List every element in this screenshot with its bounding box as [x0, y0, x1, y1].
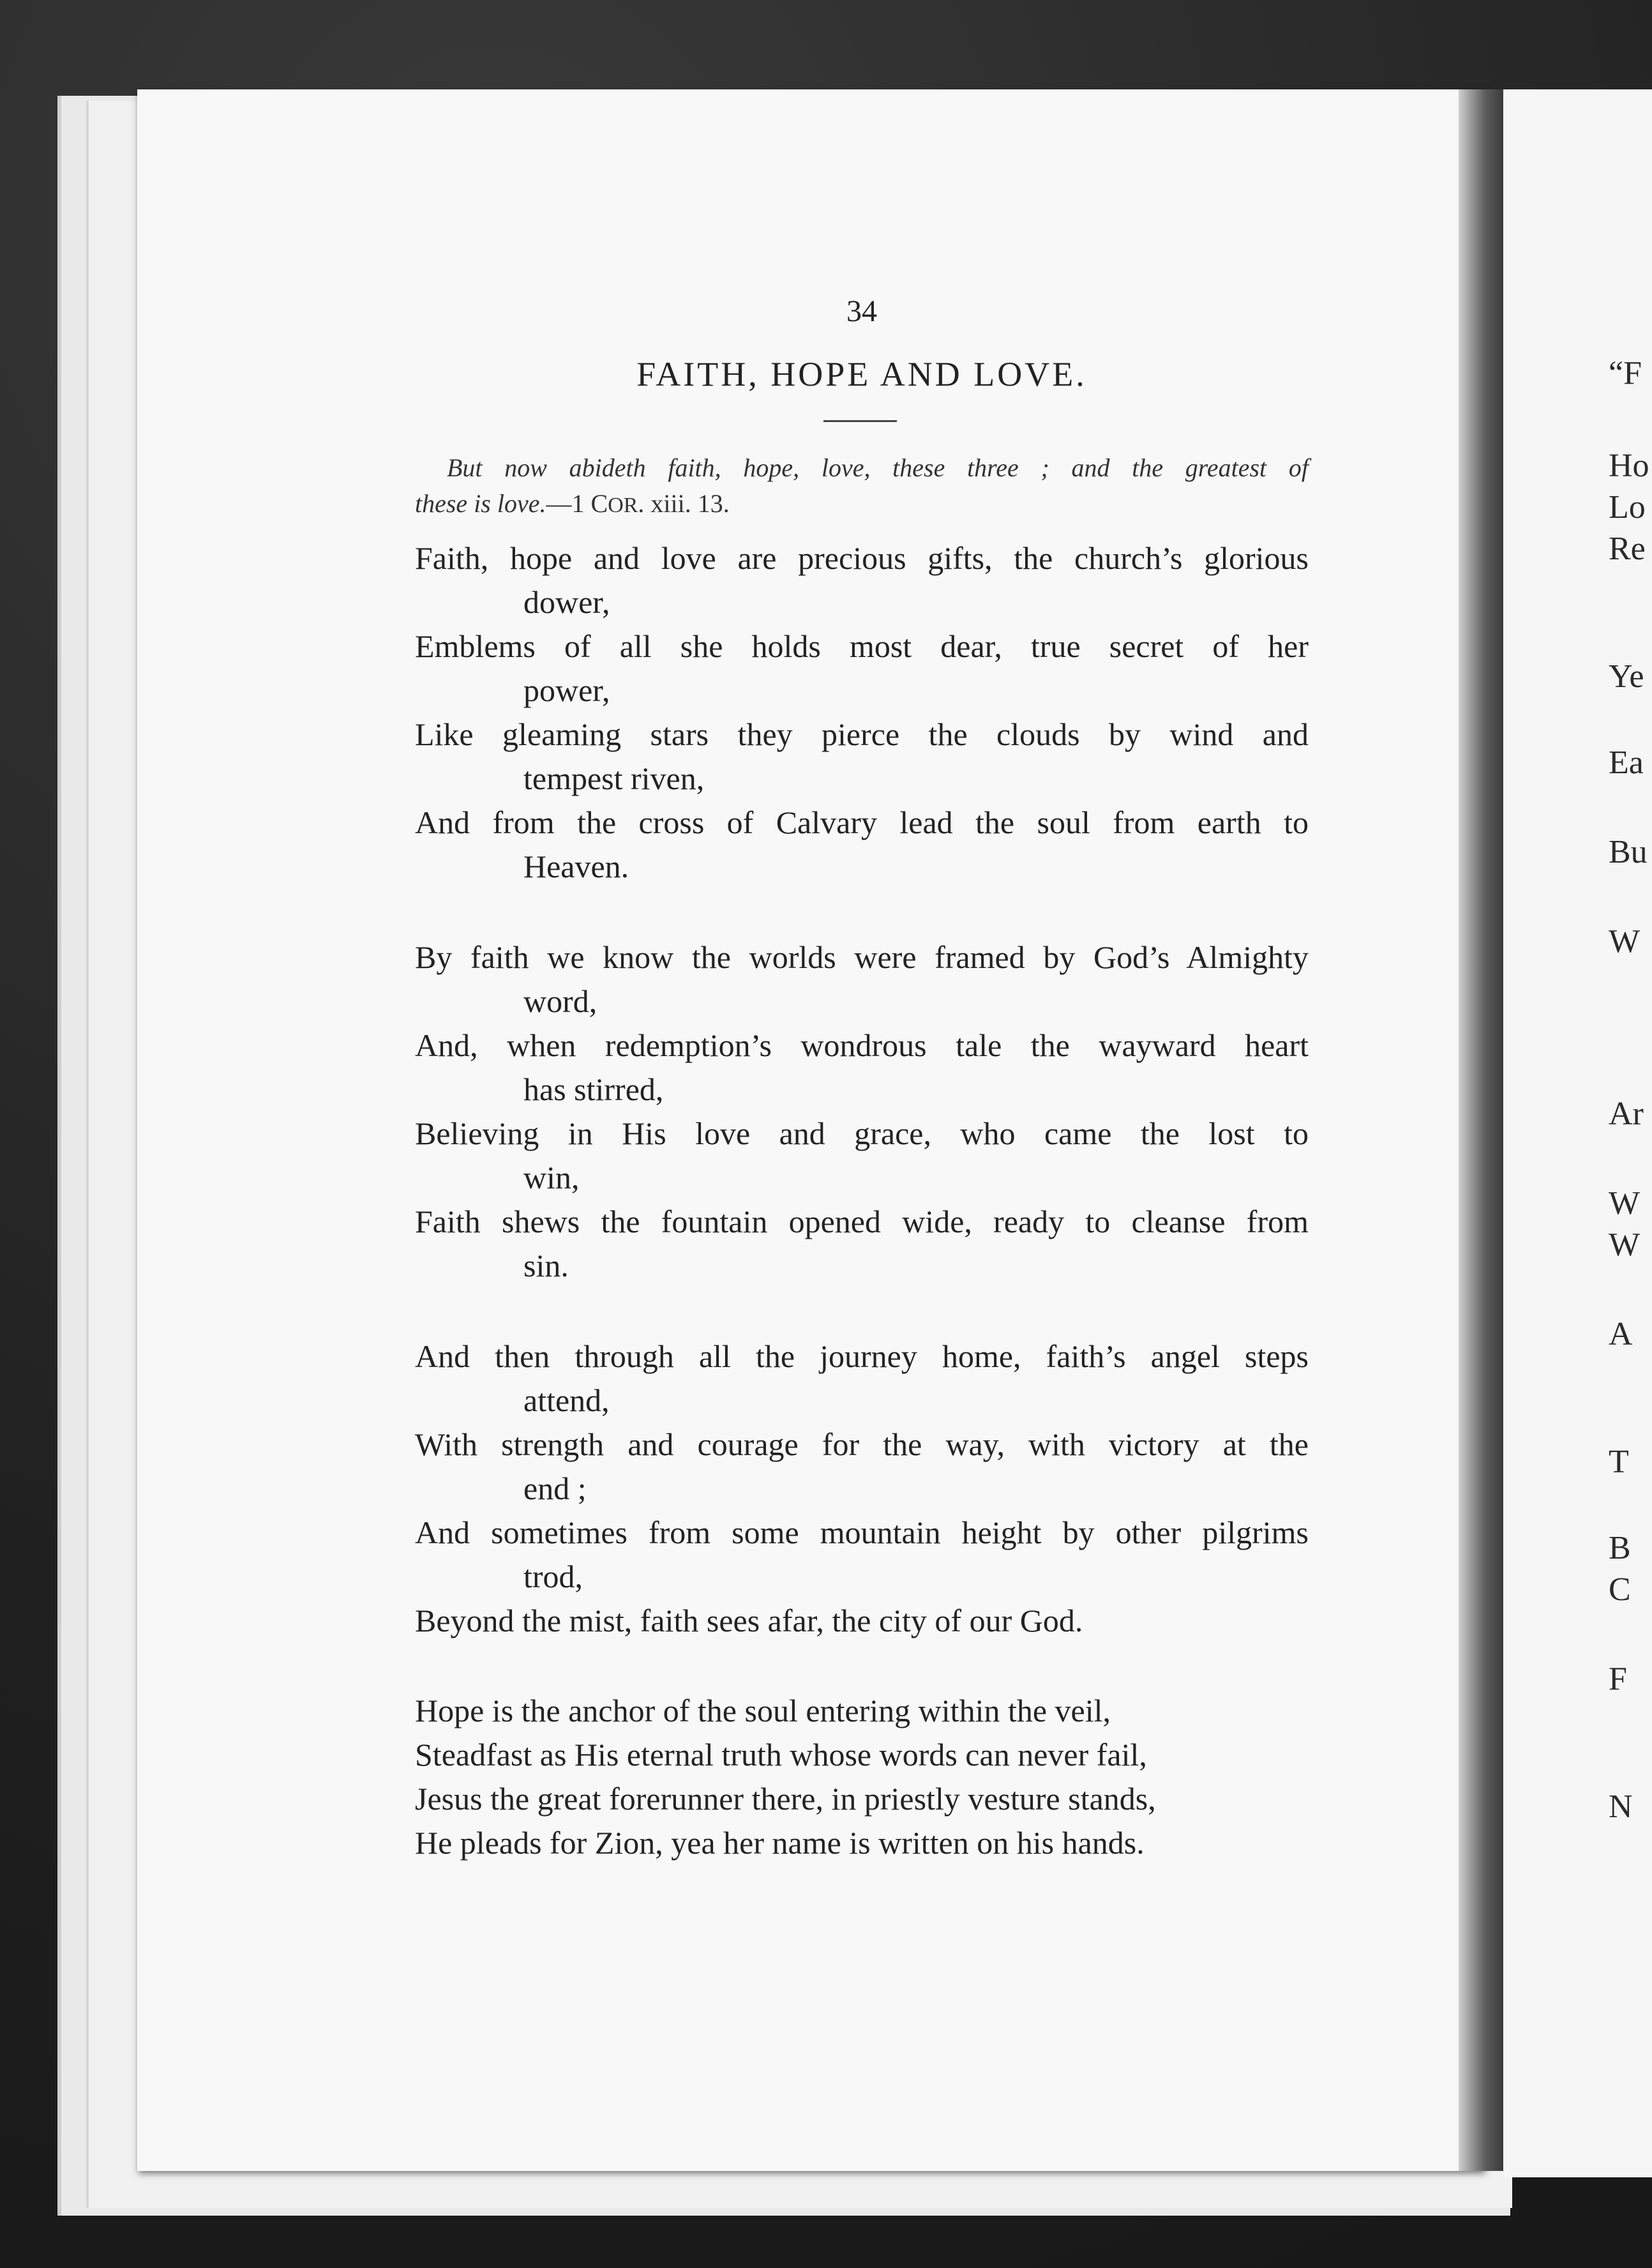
verse-line: [415, 1200, 1309, 1288]
verse-line-continuation: end ;: [523, 1470, 587, 1506]
verse-line: Steadfast as His eternal truth whose words can never fail,: [415, 1737, 1147, 1773]
stanza-1: [415, 536, 1309, 889]
reference-book-smallcaps: OR: [608, 494, 638, 517]
verse-line: [415, 1599, 1309, 1643]
right-page-fragment: T: [1609, 1444, 1629, 1480]
verse-line: [415, 1511, 1309, 1599]
verse-line-text: With strength and courage for the way, with victory at the: [415, 1426, 1309, 1462]
right-page-fragment: B: [1609, 1530, 1631, 1566]
epigraph-line-2: [415, 489, 730, 518]
verse-line: Jesus the great forerunner there, in priestly vesture stands,: [415, 1781, 1156, 1817]
reference-chapter-verse: . xiii. 13.: [638, 489, 730, 518]
verse-line-continuation: dower,: [523, 584, 610, 620]
verse-line-text: Emblems of all she holds most dear, true secret of her: [415, 628, 1309, 664]
verse-line: [415, 1112, 1309, 1200]
verse-line: [415, 1423, 1309, 1511]
stanza-3: [415, 1334, 1309, 1643]
stanza-2: [415, 935, 1309, 1288]
right-page-fragment: Lo: [1609, 489, 1646, 525]
verse-line-text: And from the cross of Calvary lead the soul from earth to: [415, 805, 1309, 840]
verse-line-text: Faith, hope and love are precious gifts, the church’s glorious: [415, 540, 1309, 576]
title-rule: [823, 420, 897, 422]
right-page-fragment: C: [1609, 1571, 1631, 1608]
verse-line-text: Like gleaming stars they pierce the clouds by wind and: [415, 716, 1309, 752]
epigraph-quote-end: these is love.: [415, 489, 546, 518]
verse-line-continuation: sin.: [523, 1248, 569, 1283]
verse-line-continuation: trod,: [523, 1559, 583, 1594]
verse-line-text: Beyond the mist, faith sees afar, the city of our God.: [415, 1603, 1083, 1638]
verse-line: [415, 536, 1309, 624]
right-page-fragment: Ar: [1609, 1096, 1644, 1132]
epigraph-reference: [546, 489, 730, 518]
verse-line: [415, 935, 1309, 1024]
verse-line-text: By faith we know the worlds were framed by God’s Almighty: [415, 939, 1309, 975]
verse-line: [415, 624, 1309, 713]
right-page-fragment: W: [1609, 923, 1641, 960]
verse-line-text: And then through all the journey home, faith’s angel steps: [415, 1338, 1309, 1374]
verse-line: He pleads for Zion, yea her name is written on his hands.: [415, 1825, 1145, 1861]
reference-book-initial: C: [590, 489, 608, 518]
verse-line-text: Faith shews the fountain opened wide, ready to cleanse from: [415, 1204, 1309, 1239]
verse-line-continuation: Heaven.: [523, 849, 629, 884]
verse-line: [415, 801, 1309, 889]
poem-title: FAITH, HOPE AND LOVE.: [636, 355, 1087, 393]
right-page-fragment: W: [1609, 1185, 1641, 1221]
epigraph: [415, 450, 1309, 524]
epigraph-line-1: But now abideth faith, hope, love, these three ; and the greatest of: [447, 453, 1309, 482]
right-page-fragment: Bu: [1609, 834, 1648, 870]
right-page-fragment: Re: [1609, 531, 1646, 567]
verse-line-continuation: has stirred,: [523, 1071, 664, 1107]
verse-line-continuation: word,: [523, 983, 597, 1019]
verse-line-continuation: tempest riven,: [523, 760, 705, 796]
verse-line: [415, 1334, 1309, 1423]
verse-line: Hope is the anchor of the soul entering within the veil,: [415, 1693, 1111, 1728]
book-gutter: [1459, 89, 1503, 2171]
right-page-fragment: A: [1609, 1316, 1633, 1352]
page-number: 34: [846, 294, 877, 328]
right-page-fragment: Ho: [1609, 448, 1649, 484]
right-page: [1503, 89, 1652, 2177]
verse-line-continuation: power,: [523, 672, 610, 708]
right-page-fragment: Ye: [1609, 658, 1644, 695]
verse-line-text: Believing in His love and grace, who came the lost to: [415, 1115, 1309, 1151]
verse-line-continuation: win,: [523, 1160, 580, 1195]
right-page-fragment: W: [1609, 1227, 1641, 1263]
stanza-4: [415, 1689, 1309, 1865]
verse-line-text: And sometimes from some mountain height by other pilgrims: [415, 1515, 1309, 1550]
reference-prefix: —1: [546, 489, 591, 518]
verse-line-continuation: attend,: [523, 1382, 610, 1418]
verse-line-text: And, when redemption’s wondrous tale the wayward heart: [415, 1027, 1309, 1063]
right-page-fragment: Ea: [1609, 745, 1644, 781]
right-page-fragment: N: [1609, 1788, 1633, 1825]
right-page-fragment: F: [1609, 1661, 1627, 1697]
right-page-fragment: “F: [1609, 355, 1642, 391]
verse-line: [415, 1024, 1309, 1112]
verse-line: [415, 713, 1309, 801]
